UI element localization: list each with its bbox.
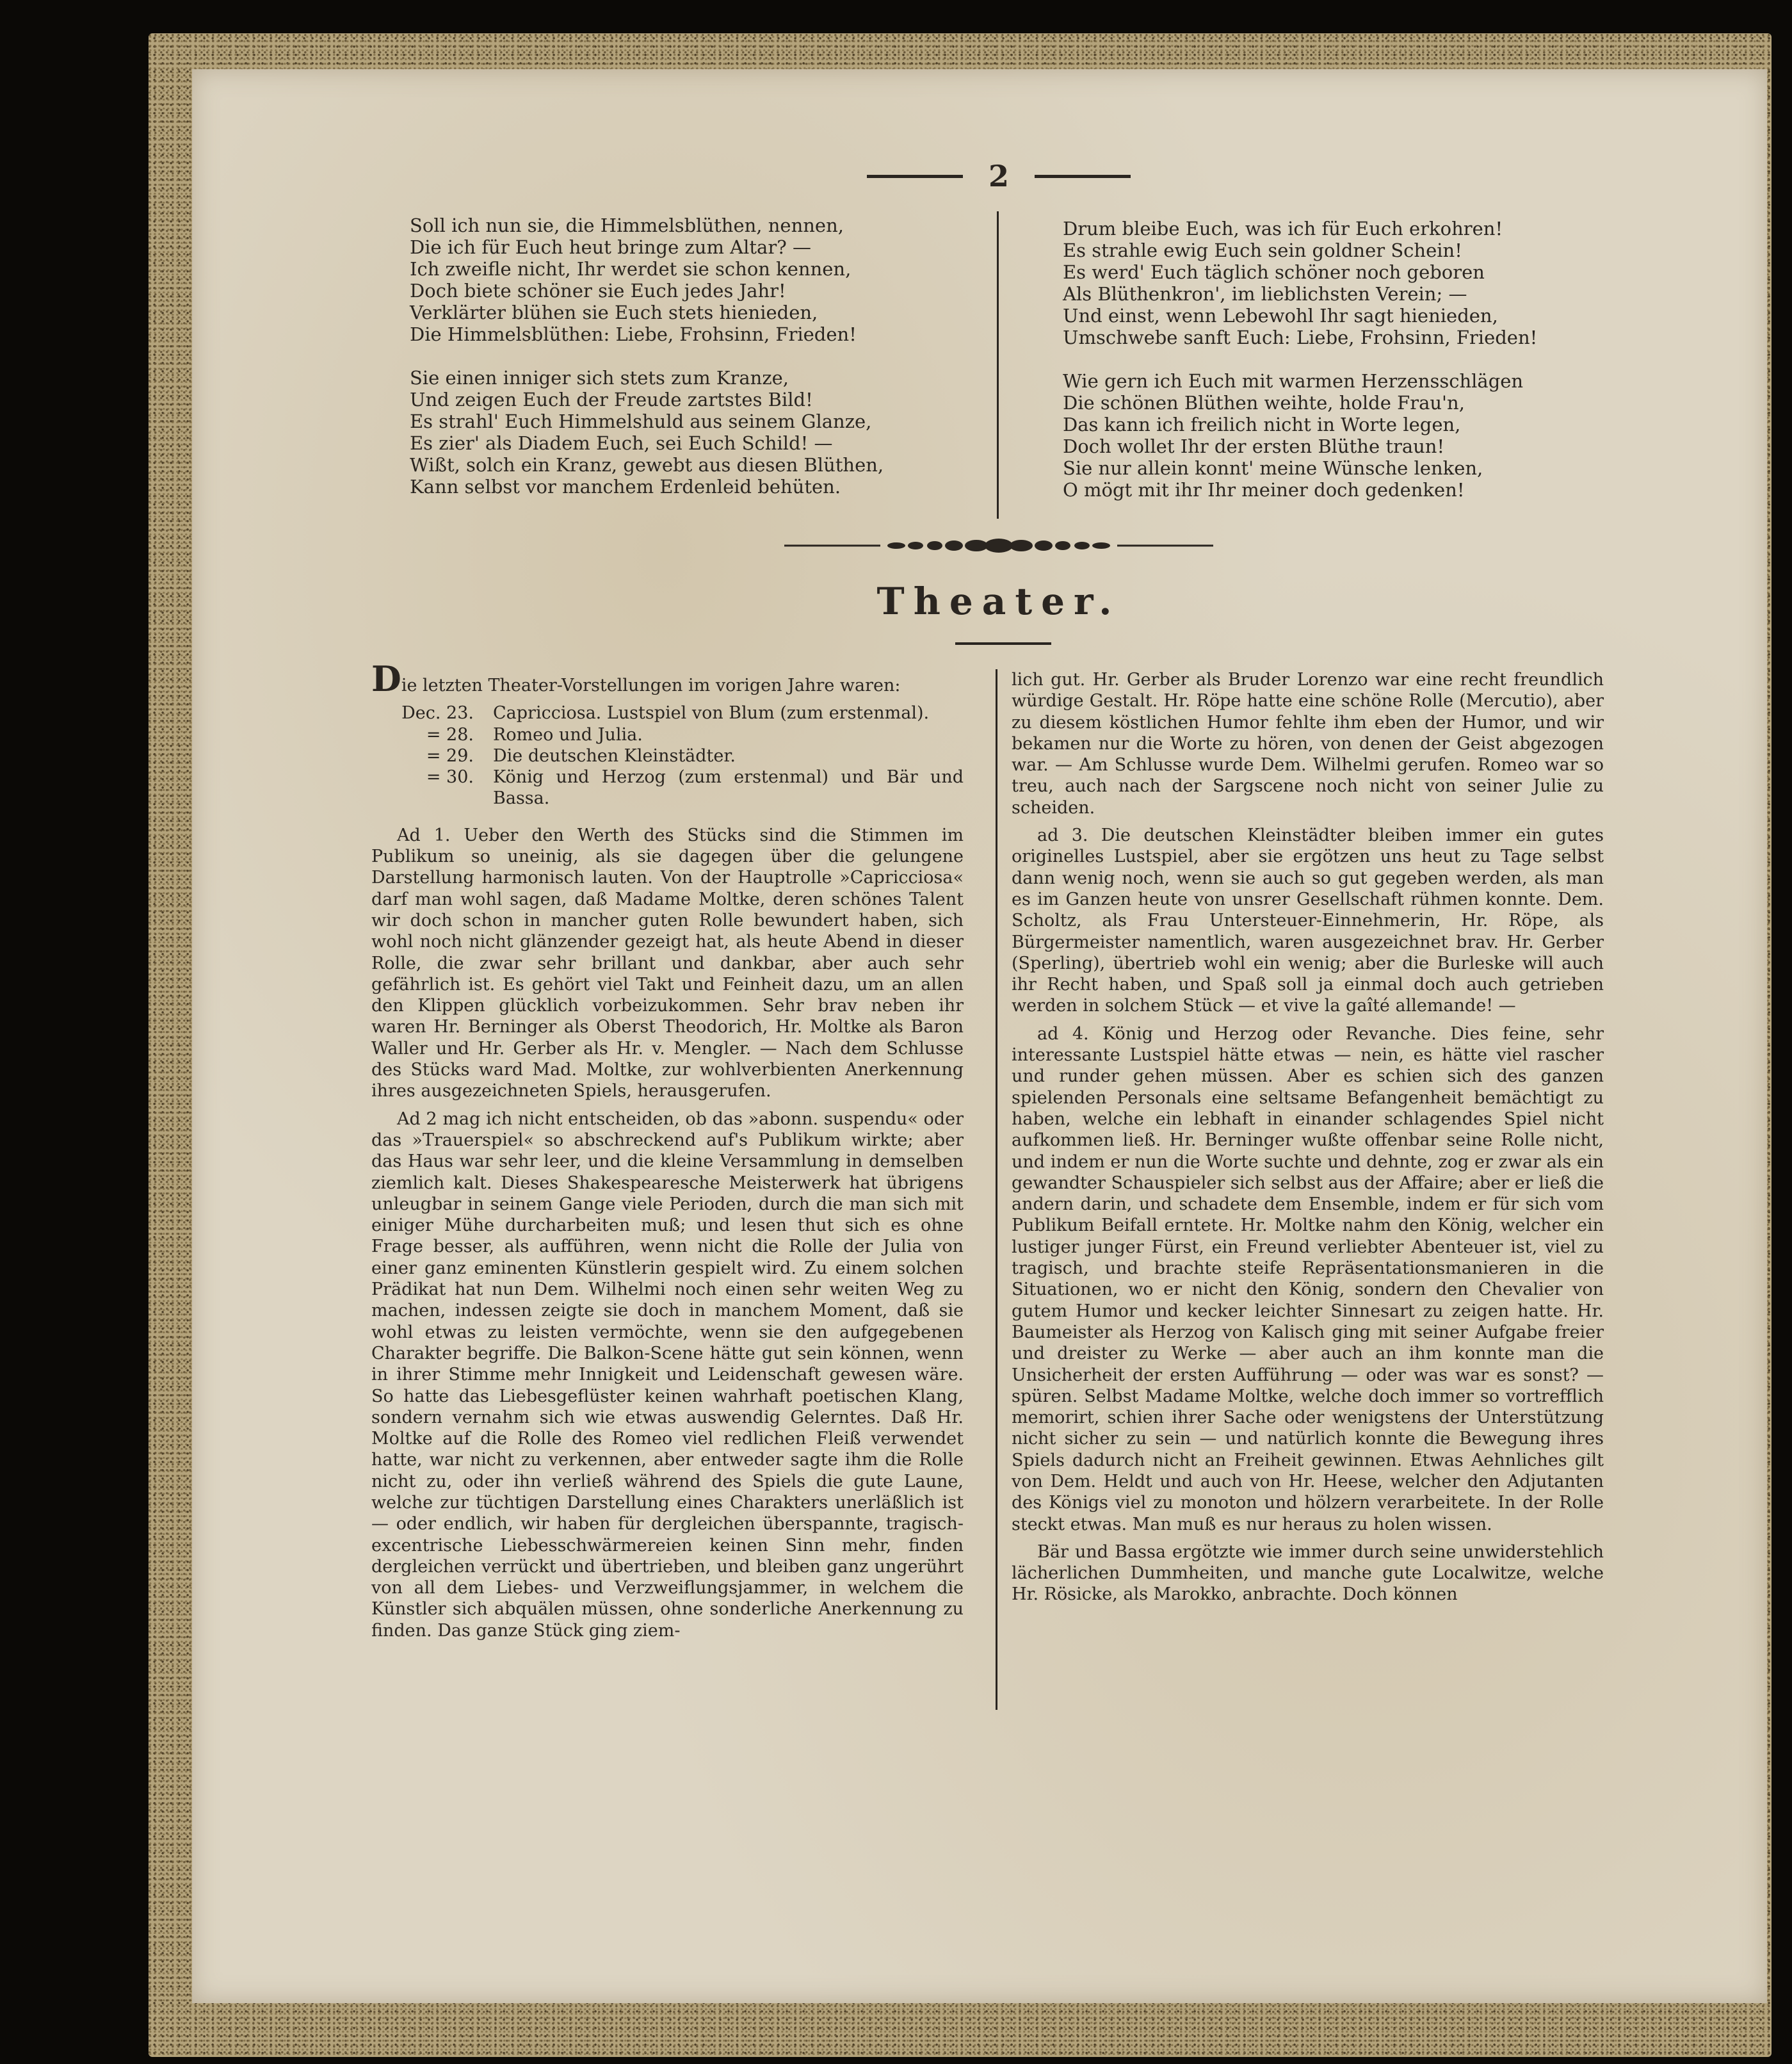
poem-left-column	[410, 215, 884, 519]
page-header	[852, 157, 1146, 195]
poem-divider	[997, 211, 999, 519]
article-paragraph: lich gut. Hr. Gerber als Bruder Lorenzo war eine recht freundlich würdige Gestalt. Hr. Röpe hatte eine schöne Rolle (Mercutio), aber zu diesem köstlichen Humor fehlte ihm eben der Humor, und wir bekamen nur die Worte zu hören, von denen der Geist abgezogen war. — Am Schlusse wurde Dem. Wilhelmi gerufen. Romeo war so treu, auch nach der Sargscene noch nicht von seiner Julie zu scheiden.	[1012, 670, 1604, 818]
section-title: Theater.	[876, 580, 1121, 623]
performance-schedule	[371, 703, 964, 809]
article-paragraph: ad 3. Die deutschen Kleinstädter bleiben immer ein gutes originelles Lustspiel, aber sie ergötzen uns heut zu Tage selbst dann wenig noch, wenn sie auch so gut gegeben werden, als man es im Ganzen heute von unsrer Gesellschaft rühmen konnte. Dem. Scholtz, als Frau Untersteuer-Einnehmerin, Hr. Röpe, als Bürgermeister namentlich, waren ausgezeichnet brav. Hr. Gerber (Sperling), übertrieb wohl ein wenig; aber die Burleske will auch ihr Recht haben, und Spaß soll ja einmal doch auch getrieben werden in solchem Stück — et vive la gaîté allemande! —	[1012, 825, 1604, 1016]
poem-line: Verklärter blühen sie Euch stets hienieden,	[410, 302, 818, 323]
poem-stanza	[410, 367, 884, 498]
poem-line: Als Blüthenkron', im lieblichsten Verein; —	[1063, 283, 1467, 305]
header-rule-left	[867, 175, 963, 178]
poem-line: O mögt mit ihr Ihr meiner doch gedenken!	[1063, 479, 1465, 501]
poem-line: Die ich für Euch heut bringe zum Altar? —	[410, 236, 811, 258]
right-article-column	[1012, 669, 1604, 1612]
schedule-row	[371, 745, 964, 767]
poem-line: Sie nur allein konnt' meine Wünsche lenken,	[1063, 457, 1483, 479]
poem-line: Doch wollet Ihr der ersten Blüthe traun!	[1063, 435, 1445, 457]
poem-line: Das kann ich freilich nicht in Worte legen,	[1063, 414, 1461, 435]
poem-line: Wißt, solch ein Kranz, gewebt aus diesen Blüthen,	[410, 454, 884, 476]
intro-text: ie letzten Theater-Vorstellungen im vorigen Jahre waren:	[401, 676, 901, 695]
poem-line: Es strahle ewig Euch sein goldner Schein!	[1063, 240, 1462, 261]
right-paragraphs	[1012, 669, 1604, 1605]
column-divider	[996, 669, 997, 1710]
poem-line: Es zier' als Diadem Euch, sei Euch Schild! —	[410, 432, 833, 454]
poem-line: Und einst, wenn Lebewohl Ihr sagt hienieden,	[1063, 305, 1498, 327]
schedule-row	[371, 767, 964, 809]
left-article-column	[371, 658, 964, 1648]
poem-stanza	[1063, 370, 1537, 501]
schedule-date: = 30.	[426, 767, 474, 788]
schedule-date: = 29.	[426, 745, 474, 766]
poem-line: Wie gern ich Euch mit warmen Herzensschlägen	[1063, 370, 1524, 392]
schedule-title: König und Herzog (zum erstenmal) und Bär und Bassa.	[493, 767, 964, 809]
intro-line	[371, 658, 964, 699]
title-underline	[955, 642, 1051, 645]
poem-line: Sie einen inniger sich stets zum Kranze,	[410, 367, 789, 389]
poem-line: Die Himmelsblüthen: Liebe, Frohsinn, Frieden!	[410, 323, 857, 345]
schedule-title: Capricciosa. Lustspiel von Blum (zum erstenmal).	[493, 703, 930, 724]
poem-line: Kann selbst vor manchem Erdenleid behüten.	[410, 476, 841, 498]
article-paragraph: Ad 2 mag ich nicht entscheiden, ob das »abonn. suspendu« oder das »Trauerspiel« so abschreckend auf's Publikum wirkte; aber das Haus war sehr leer, und die kleine Versammlung in demselben ziemlich kalt. Dieses Shakespearesche Meisterwerk hat übrigens unleugbar in seinem Gange viele Perioden, durch die man sich mit einiger Mühe durcharbeiten muß; und lesen thut sich es ohne Frage besser, als aufführen, wenn nicht die Rolle der Julia von einer ganz eminenten Künstlerin gespielt wird. Zu einem solchen Prädikat hat nun Dem. Wilhelmi noch einen sehr weiten Weg zu machen, indessen zeigte sie doch in manchem Moment, daß sie wohl etwas zu leisten vermöchte, wenn sie den aufgegebenen Charakter begriffe. Die Balkon-Scene hätte gut sein können, wenn in ihrer Stimme mehr Innigkeit und Leidenschaft gewesen wäre. So hatte das Liebesgeflüster keinen wahrhaft poetischen Klang, sondern vernahm sich wie etwas auswendig Gelerntes. Daß Hr. Moltke auf die Rolle des Romeo viel redlichen Fleiß verwendet hatte, war nicht zu verkennen, aber entweder sagte ihm die Rolle nicht zu, oder ihn verließ während des Spiels die gute Laune, welche zur tüchtigen Darstellung eines Charakters unerläßlich ist — oder endlich, wir haben für dergleichen überspannte, tragisch-excentrische Liebesschwärmereien keinen Sinn mehr, finden dergleichen verrückt und übertrieben, und bleiben ganz ungerührt von all dem Liebes- und Verzweiflungsjammer, in welchem die Künstler sich abquälen müssen, ohne sonderliche Anerkennung zu finden. Das ganze Stück ging ziem-	[371, 1109, 964, 1641]
poem-line: Es strahl' Euch Himmelshuld aus seinem Glanze,	[410, 410, 872, 432]
drop-cap: D	[371, 658, 401, 699]
ornament-divider	[784, 538, 1213, 553]
schedule-date: Dec. 23.	[401, 703, 474, 724]
article-paragraph: Bär und Bassa ergötzte wie immer durch seine unwiderstehlich lächerlichen Dummheiten, und manche gute Localwitze, welche Hr. Rösicke, als Marokko, anbrachte. Doch können	[1012, 1541, 1604, 1605]
article-paragraph: ad 4. König und Herzog oder Revanche. Dies feine, sehr interessante Lustspiel hätte etwas — nein, es hätte viel rascher und runder gehen müssen. Aber es schien sich des ganzen spielenden Personals eine seltsame Befangenheit bemächtigt zu haben, welche ein lebhaft in einander schlagendes Spiel nicht aufkommen ließ. Hr. Berninger wußte offenbar seine Rolle nicht, und indem er nun die Worte suchte und dehnte, zog er zwar als ein gewandter Schauspieler sich selbst aus der Affaire; aber er ließ die andern darin, und schadete dem Ensemble, indem er für sich vom Publikum Beifall erntete. Hr. Moltke nahm den König, welcher ein lustiger junger Fürst, ein Freund verliebter Abenteuer ist, viel zu tragisch, und brachte steife Repräsentationsmanieren in die Situationen, wo er nicht den König, sondern den Chevalier von gutem Humor und kecker leichter Sinnesart zu zeigen hatte. Hr. Baumeister als Herzog von Kalisch ging mit seiner Aufgabe freier und dreister zu Werke — aber auch an ihm konnte man die Unsicherheit der ersten Aufführung — oder was war es sonst? — spüren. Selbst Madame Moltke, welche doch immer so vortrefflich memorirt, schien ihrer Sache oder wenigstens der Unterstützung nicht sicher zu sein — und natürlich konnte die Bewegung ihres Spiels dadurch nicht an Freiheit gewinnen. Etwas Aehnliches gilt von Dem. Heldt und auch von Hr. Heese, welcher den Adjutanten des Königs viel zu monoton und hölzern verarbeitete. In der Rolle steckt etwas. Man muß es nur heraus zu holen wissen.	[1012, 1023, 1604, 1534]
poem-right-column	[1063, 218, 1537, 523]
schedule-row	[371, 703, 964, 724]
poem-line: Und zeigen Euch der Freude zartstes Bild!	[410, 389, 813, 410]
article-paragraph: Ad 1. Ueber den Werth des Stücks sind die Stimmen im Publikum so uneinig, als sie dagegen über die gelungene Darstellung harmonisch lauten. Von der Hauptrolle »Capricciosa« darf man wohl sagen, daß Madame Moltke, deren schönes Talent wir doch schon in mancher guten Rolle bewundert haben, sich wohl noch nicht glänzender gezeigt hat, als heute Abend in dieser Rolle, die zwar sehr brillant und dankbar, aber auch sehr gefährlich ist. Es gehört viel Takt und Feinheit dazu, um an allen den Klippen glücklich vorbeizukommen. Sehr brav neben ihr waren Hr. Berninger als Oberst Theodorich, Hr. Moltke als Baron Waller und Hr. Gerber als Hr. v. Mengler. — Nach dem Schlusse des Stücks ward Mad. Moltke, zur wohlverbienten Anerkennung ihres ausgezeichneten Spiels, herausgerufen.	[371, 825, 964, 1101]
left-paragraphs	[371, 825, 964, 1641]
page-number: 2	[988, 159, 1009, 193]
schedule-row	[371, 724, 964, 745]
poem-stanza	[1063, 218, 1537, 348]
poem-line: Soll ich nun sie, die Himmelsblüthen, nennen,	[410, 215, 844, 236]
poem-line: Drum bleibe Euch, was ich für Euch erkohren!	[1063, 218, 1503, 240]
schedule-title: Die deutschen Kleinstädter.	[493, 745, 736, 766]
poem-line: Doch biete schöner sie Euch jedes Jahr!	[410, 280, 786, 302]
poem-line: Es werd' Euch täglich schöner noch geboren	[1063, 261, 1485, 283]
header-rule-right	[1035, 175, 1131, 178]
schedule-date: = 28.	[426, 724, 474, 745]
poem-stanza	[410, 215, 884, 345]
poem-line: Die schönen Blüthen weihte, holde Frau'n,	[1063, 392, 1465, 414]
poem-line: Ich zweifle nicht, Ihr werdet sie schon kennen,	[410, 258, 852, 280]
schedule-title: Romeo und Julia.	[493, 724, 643, 745]
poem-line: Umschwebe sanft Euch: Liebe, Frohsinn, Frieden!	[1063, 327, 1538, 348]
